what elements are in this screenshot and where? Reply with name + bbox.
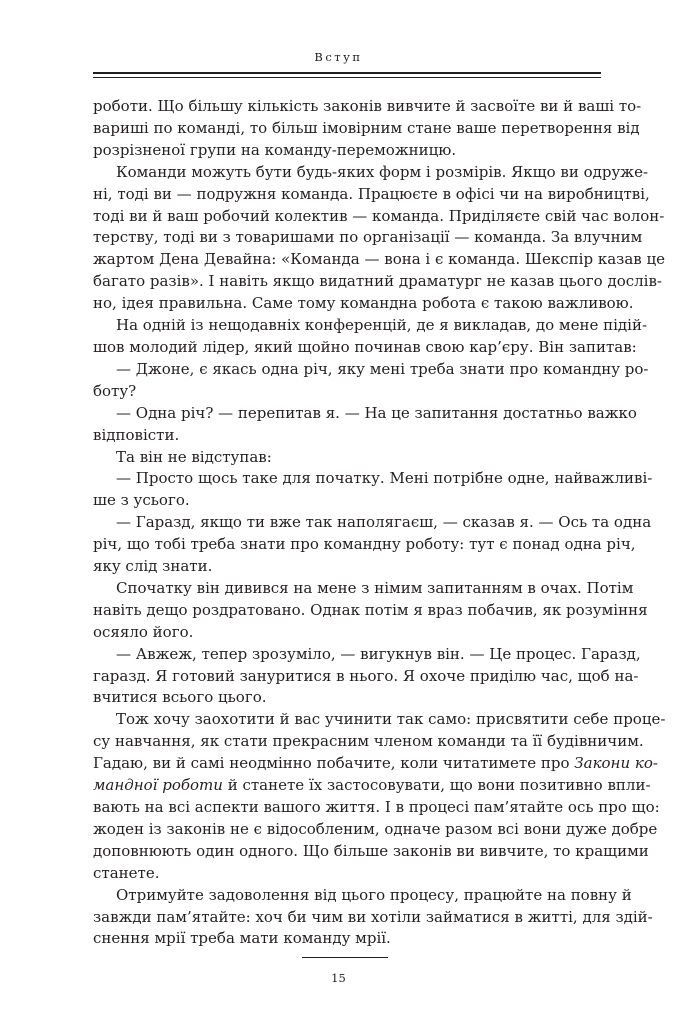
paragraph (93, 512, 652, 578)
paragraph (93, 403, 637, 447)
text-line: вчитися всього цього. (93, 688, 267, 707)
paragraph (93, 709, 666, 884)
text-line: багато разів». І навіть якщо видатний драматург не казав цього дослів- (93, 272, 662, 291)
text-line (93, 753, 658, 775)
text-line: шов молодий лідер, який щойно починав свою кар’єру. Він запитав: (93, 337, 637, 356)
text-line: ше з усього. (93, 491, 190, 510)
paragraph (93, 468, 653, 512)
text-line: су навчання, як стати прекрасним членом команди та її будівничим. (93, 732, 644, 751)
text-line: Команди можуть бути будь-яких форм і розмірів. Якщо ви одружe- (116, 162, 649, 181)
book-title-italic: мандної роботи (93, 776, 223, 795)
text-line: снення мрії треба мати команду мрії. (93, 929, 391, 948)
paragraph (93, 162, 666, 315)
paragraph (93, 359, 649, 403)
text-line: доповнюють один одного. Що більше законів ви вивчите, то кращими (93, 841, 649, 860)
text-line: — Просто щось таке для початку. Мені потрібне одне, найважливі- (116, 469, 653, 488)
text-line: роботи. Що більшу кількість законів вивчите й засвоїте ви й ваші то- (93, 97, 642, 115)
text-run: й станете їх застосовувати, що вони позитивно впли- (222, 776, 651, 795)
text-line: Та він не відступав: (116, 447, 272, 466)
paragraph (93, 96, 642, 162)
running-head: Вступ (314, 50, 363, 64)
paragraph (93, 885, 653, 951)
text-line: Спочатку він дивився на мене з німим запитанням в очах. Потім (116, 578, 634, 597)
text-line: завжди пам’ятайте: хоч би чим ви хотіли займатися в житті, для здій- (93, 907, 653, 926)
header-rule-thin (93, 77, 601, 78)
text-line: станете. (93, 863, 160, 882)
text-line: гаразд. Я готовий зануритися в нього. Я охоче приділю час, щоб на- (93, 666, 639, 685)
text-line: — Авжеж, тепер зрозуміло, — вигукнув він. — Це процес. Гаразд, (116, 644, 641, 663)
text-line: вариші по команді, то більш імовірним стане ваше перетворення від (93, 118, 640, 137)
paragraph (93, 578, 648, 644)
body-text (93, 96, 666, 950)
text-line: — Джоне, є якась одна річ, яку мені треба знати про командну ро- (116, 359, 649, 378)
text-line: відповісти. (93, 425, 180, 444)
page-number: 15 (331, 971, 346, 985)
text-line: терству, тоді ви з товаришами по організації — команда. За влучним (93, 228, 643, 247)
text-line: боту? (93, 381, 137, 400)
text-line: тоді ви й ваш робочий колектив — команда. Приділяєте свій час волон- (93, 206, 665, 225)
text-line: Тож хочу заохотити й вас учинити так само: присвятити себе проце- (116, 710, 666, 729)
text-line: жоден із законів не є відособленим, одначе разом всі вони дуже добре (93, 819, 658, 838)
text-line: — Гаразд, якщо ти вже так наполягаєш, — сказав я. — Ось та одна (116, 513, 652, 532)
text-line: — Одна річ? — перепитав я. — На це запитання достатньо важко (116, 403, 637, 422)
footer-rule (302, 957, 388, 958)
text-line: ні, тоді ви — подружня команда. Працюєте в офісі чи на виробництві, (93, 184, 650, 203)
text-line: Отримуйте задоволення від цього процесу, працюйте на повну й (116, 885, 632, 904)
header-rule-thick (93, 72, 601, 74)
text-line: яку слід знати. (93, 557, 213, 576)
text-line: осяяло його. (93, 622, 194, 641)
paragraph (93, 644, 641, 710)
text-line (93, 775, 651, 797)
text-line: вають на всі аспекти вашого життя. І в процесі пам’ятайте ось про що: (93, 798, 660, 816)
text-line: річ, що тобі треба знати про командну роботу: тут є понад одна річ, (93, 535, 636, 554)
paragraph (93, 315, 648, 359)
text-run: Гадаю, ви й самі неодмінно побачите, коли читатимете про (93, 754, 575, 773)
text-line: но, ідея правильна. Саме тому командна робота є такою важливою. (93, 294, 634, 313)
text-line: навіть дещо роздратовано. Однак потім я враз побачив, як розуміння (93, 600, 648, 619)
text-line: жартом Дена Девайна: «Команда — вона і є команда. Шекспір казав це (93, 250, 666, 269)
text-line: розрізненої групи на команду-переможницю. (93, 140, 457, 159)
book-title-italic: Закони ко- (574, 754, 658, 773)
paragraph (93, 447, 601, 469)
text-line: На одній із нещодавніх конференцій, де я викладав, до мене підій- (116, 316, 648, 335)
